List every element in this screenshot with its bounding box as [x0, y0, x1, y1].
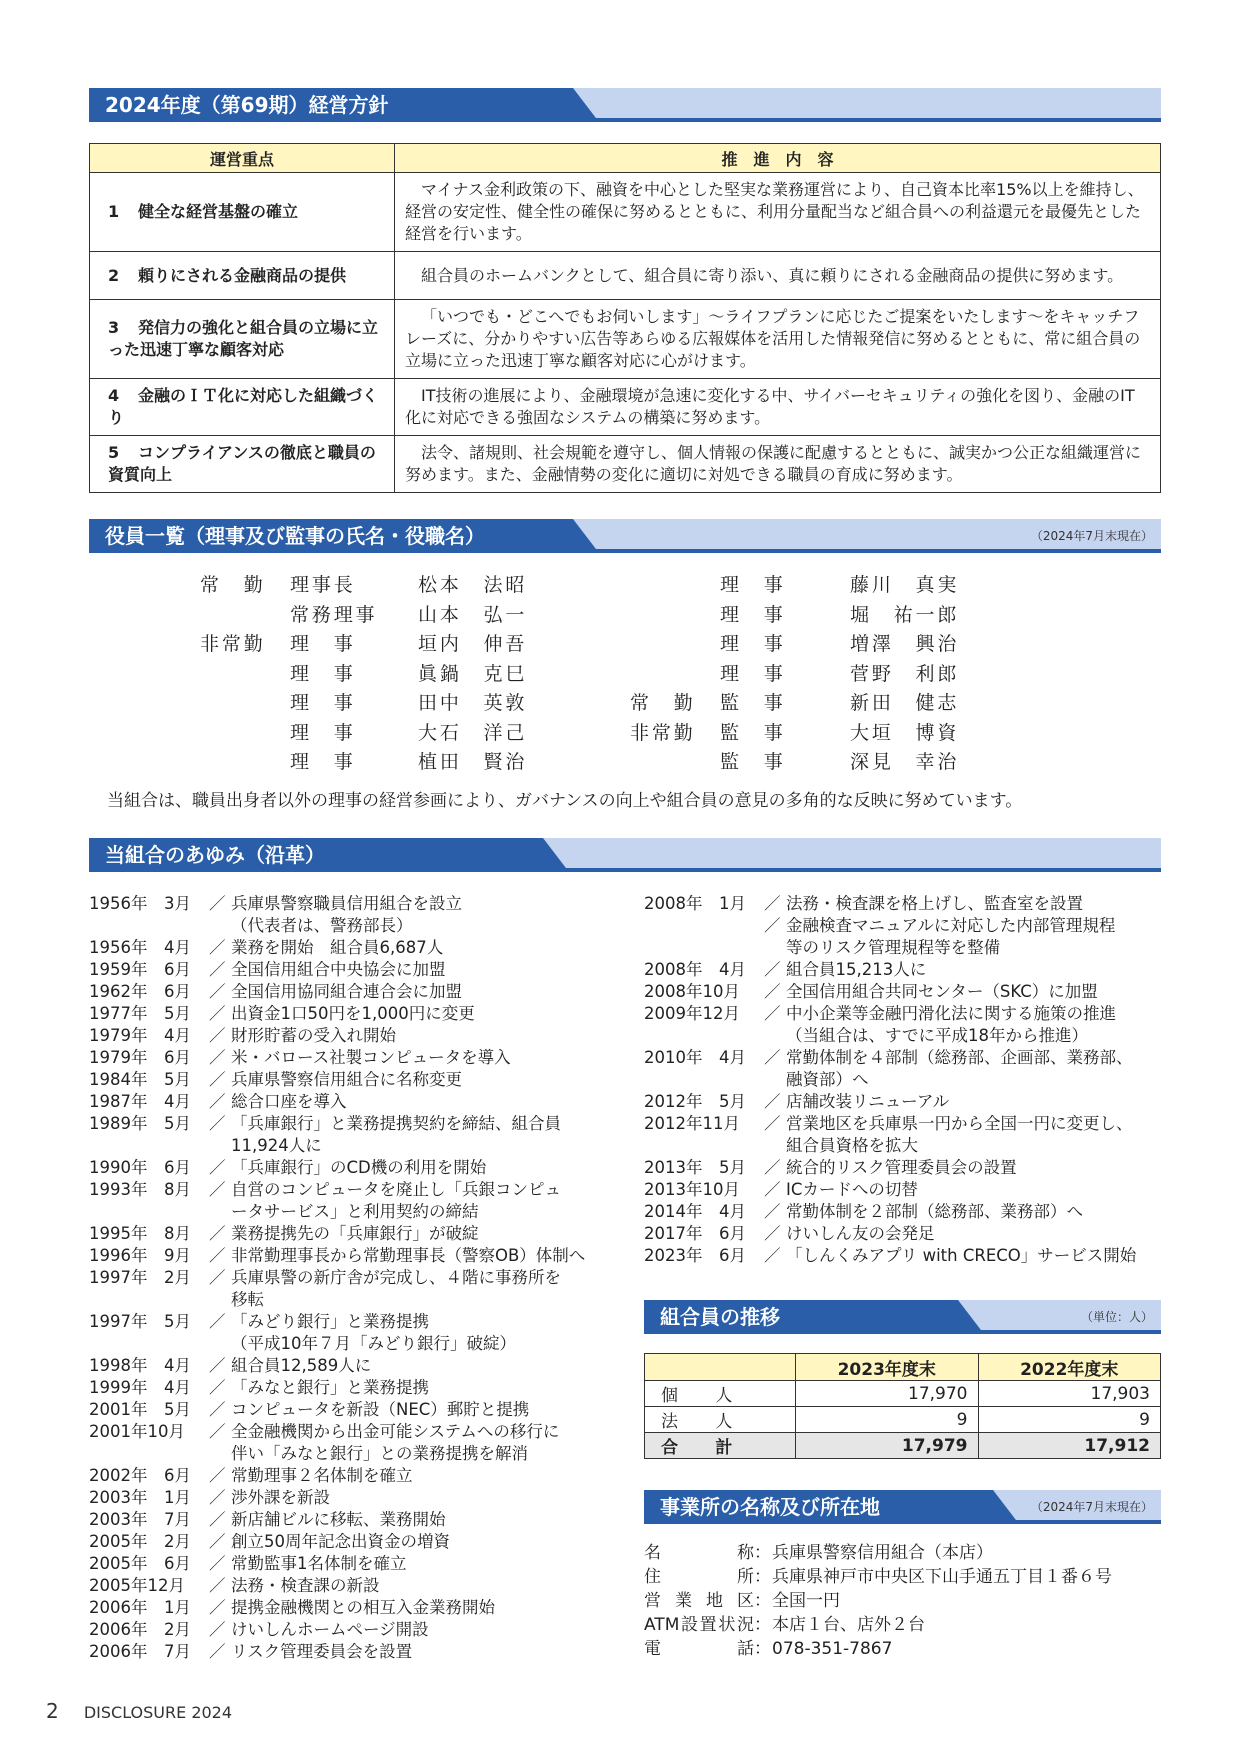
officer-name: 菅野 利郎	[850, 662, 960, 685]
history-text: （代表者は、警務部長）	[231, 916, 413, 935]
history-row	[89, 959, 609, 981]
history-slash: ／	[764, 1158, 781, 1177]
history-text: 中小企業等金融円滑化法に関する施策の推進	[786, 1004, 1116, 1023]
officer-type: 常 勤	[200, 574, 266, 596]
history-left-column	[89, 893, 609, 1663]
history-date: 2001年10月	[89, 1422, 185, 1441]
history-text: 米・バロース社製コンピュータを導入	[231, 1048, 511, 1067]
history-date: 2006年 1月	[89, 1598, 191, 1617]
history-slash: ／	[764, 1048, 781, 1067]
office-value: 兵庫県警察信用組合（本店）	[772, 1543, 993, 1563]
history-title: 当組合のあゆみ（沿革）	[105, 843, 325, 867]
members-total-2023: 17,979	[796, 1433, 979, 1459]
office-key: 営業地区	[644, 1591, 754, 1611]
officer-role: 理 事	[290, 692, 356, 714]
history-date: 2008年 1月	[644, 894, 746, 913]
history-date: 2005年 6月	[89, 1554, 191, 1573]
office-key: 住所	[644, 1567, 754, 1587]
history-slash: ／	[209, 1620, 226, 1639]
history-text: 等のリスク管理規程等を整備	[786, 938, 1001, 957]
history-text: 統合的リスク管理委員会の設置	[786, 1158, 1017, 1177]
history-text: 組合員12,589人に	[231, 1356, 372, 1375]
history-slash: ／	[209, 1488, 226, 1507]
office-section-header	[644, 1490, 1161, 1524]
history-text: 兵庫県警察信用組合に名称変更	[231, 1070, 462, 1089]
history-row	[644, 1113, 1164, 1135]
history-date: 2014年 4月	[644, 1202, 746, 1221]
policy-point-cell	[90, 300, 395, 379]
history-row	[89, 1355, 609, 1377]
history-slash: ／	[209, 1180, 226, 1199]
office-key: ATM設置状況	[644, 1615, 754, 1635]
history-slash: ／	[209, 1158, 226, 1177]
history-text: 総合口座を導入	[231, 1092, 347, 1111]
history-row	[89, 1641, 609, 1663]
officer-type: 常 勤	[630, 692, 696, 714]
policy-content-cell: 「いつでも・どこへでもお伺いします」～ライフプランに応じたご提案をいたします～をキャッチフレーズに、分かりやすい広告等あらゆる広報媒体を活用した情報発信に努めるとともに、常に組合員の立場に立った迅速丁寧な顧客対応に心がけます。	[395, 300, 1161, 379]
history-slash: ／	[209, 1004, 226, 1023]
officers-title: 役員一覧（理事及び監事の氏名・役職名）	[105, 524, 485, 548]
history-row	[89, 1003, 609, 1025]
history-text: 営業地区を兵庫県一円から全国一円に変更し、	[786, 1114, 1133, 1133]
history-slash: ／	[209, 1576, 226, 1595]
history-date: 1956年 4月	[89, 938, 191, 957]
history-row	[644, 937, 1164, 959]
officer-role: 監 事	[720, 721, 786, 744]
history-row	[644, 1245, 1164, 1267]
history-date: 1996年 9月	[89, 1246, 191, 1265]
policy-row	[90, 252, 1161, 300]
history-slash: ／	[209, 1422, 226, 1441]
history-row	[89, 893, 609, 915]
history-slash: ／	[209, 1048, 226, 1067]
history-slash: ／	[764, 1180, 781, 1199]
history-row	[89, 1025, 609, 1047]
history-text: 「みなと銀行」と業務提携	[231, 1378, 429, 1397]
history-slash: ／	[209, 1026, 226, 1045]
policy-point-number: 3	[108, 318, 120, 337]
history-text: 自営のコンピュータを廃止し「兵銀コンピュ	[231, 1180, 561, 1199]
history-date: 2006年 7月	[89, 1642, 191, 1661]
history-date: 1995年 8月	[89, 1224, 191, 1243]
history-row	[644, 959, 1164, 981]
history-date: 2013年 5月	[644, 1158, 746, 1177]
history-text: コンピュータを新設（NEC）郵貯と提携	[231, 1400, 530, 1419]
history-slash: ／	[764, 1114, 781, 1133]
history-text: 非常勤理事長から常勤理事長（警察OB）体制へ	[231, 1246, 586, 1265]
history-date: 1999年 4月	[89, 1378, 191, 1397]
history-text: 組合員資格を拡大	[786, 1136, 918, 1155]
history-date: 2003年 7月	[89, 1510, 191, 1529]
page-number: 2	[46, 1699, 59, 1723]
history-date: 2010年 4月	[644, 1048, 746, 1067]
history-date: 2008年10月	[644, 982, 740, 1001]
officer-name: 大垣 博資	[850, 721, 960, 744]
officer-name: 藤川 真実	[850, 574, 960, 596]
history-date: 2006年 2月	[89, 1620, 191, 1639]
history-row	[644, 1025, 1164, 1047]
members-row	[645, 1381, 1161, 1407]
office-colon: ：	[754, 1615, 771, 1635]
history-slash: ／	[209, 894, 226, 913]
history-row	[89, 1553, 609, 1575]
officer-type: 非常勤	[200, 633, 266, 655]
history-row	[89, 915, 609, 937]
history-row	[89, 1091, 609, 1113]
history-text: 渉外課を新設	[231, 1488, 330, 1507]
history-text: 創立50周年記念出資金の増資	[231, 1532, 450, 1551]
policy-point-cell	[90, 173, 395, 252]
history-date: 2009年12月	[644, 1004, 740, 1023]
history-row	[89, 1399, 609, 1421]
history-text: 法務・検査課の新設	[231, 1576, 380, 1595]
history-row	[89, 1443, 609, 1465]
history-slash: ／	[209, 1070, 226, 1089]
page-footer	[46, 1699, 232, 1723]
policy-point-label: 発信力の強化と組合員の立場に立った迅速丁寧な顧客対応	[108, 318, 379, 359]
history-row	[89, 1289, 609, 1311]
history-row	[644, 1047, 1164, 1069]
history-row	[89, 937, 609, 959]
history-date: 1977年 5月	[89, 1004, 191, 1023]
office-colon: ：	[754, 1591, 771, 1611]
history-date: 1984年 5月	[89, 1070, 191, 1089]
members-row-2022: 9	[978, 1407, 1161, 1433]
history-text: 「しんくみアプリ with CRECO」サービス開始	[786, 1246, 1137, 1265]
history-text: 伴い「みなと銀行」との業務提携を解消	[231, 1444, 528, 1463]
history-row	[89, 1333, 609, 1355]
history-slash: ／	[209, 1246, 226, 1265]
members-col-2023: 2023年度末	[796, 1354, 979, 1381]
officer-name: 深見 幸治	[850, 751, 960, 773]
history-row	[89, 1377, 609, 1399]
history-row	[89, 1465, 609, 1487]
history-row	[644, 1069, 1164, 1091]
members-row-label: 個人	[645, 1381, 796, 1407]
history-text: 常勤監事1名体制を確立	[231, 1554, 407, 1573]
history-date: 1987年 4月	[89, 1092, 191, 1111]
policy-content-cell: 法令、諸規則、社会規範を遵守し、個人情報の保護に配慮するとともに、誠実かつ公正な組織運営に努めます。また、金融情勢の変化に適切に対処できる職員の育成に努めます。	[395, 436, 1161, 493]
history-slash: ／	[209, 1092, 226, 1111]
history-row	[89, 1619, 609, 1641]
officer-role: 理 事	[720, 574, 786, 596]
history-slash: ／	[764, 1004, 781, 1023]
history-slash: ／	[209, 1554, 226, 1573]
history-date: 1962年 6月	[89, 982, 191, 1001]
policy-content-cell: 組合員のホームバンクとして、組合員に寄り添い、真に頼りにされる金融商品の提供に努めます。	[395, 252, 1161, 300]
history-text: けいしん友の会発足	[786, 1224, 935, 1243]
policy-row	[90, 436, 1161, 493]
history-slash: ／	[209, 1378, 226, 1397]
history-slash: ／	[209, 1532, 226, 1551]
history-text: 常勤体制を２部制（総務部、業務部）へ	[786, 1202, 1083, 1221]
policy-point-number: 2	[108, 265, 120, 285]
officer-name: 垣内 伸吾	[418, 633, 528, 655]
history-row	[644, 981, 1164, 1003]
officer-name: 増澤 興治	[850, 633, 960, 655]
history-text: 移転	[231, 1290, 264, 1309]
members-row	[645, 1407, 1161, 1433]
office-value: 全国一円	[772, 1591, 840, 1611]
history-date: 1979年 6月	[89, 1048, 191, 1067]
policy-point-label: 健全な経営基盤の確立	[138, 202, 299, 221]
history-date: 2013年10月	[644, 1180, 740, 1199]
policy-title: 2024年度（第69期）経営方針	[105, 93, 389, 117]
policy-section-header	[89, 88, 1161, 122]
members-row-2023: 17,970	[796, 1381, 979, 1407]
history-date: 1997年 5月	[89, 1312, 191, 1331]
history-row	[89, 1179, 609, 1201]
history-row	[89, 1223, 609, 1245]
officer-role: 理事長	[290, 574, 356, 596]
history-date: 2002年 6月	[89, 1466, 191, 1485]
members-total-2022: 17,912	[978, 1433, 1161, 1459]
office-value: 兵庫県神戸市中央区下山手通五丁目１番６号	[772, 1567, 1112, 1587]
history-text: （平成10年７月「みどり銀行」破綻）	[231, 1334, 516, 1353]
officer-type: 非常勤	[630, 721, 696, 744]
history-date: 2005年12月	[89, 1576, 185, 1595]
policy-point-number: 5	[108, 443, 120, 462]
history-text: 全国信用組合中央協会に加盟	[231, 960, 446, 979]
members-section-header	[644, 1300, 1161, 1334]
history-date: 2023年 6月	[644, 1246, 746, 1265]
officer-name: 眞鍋 克巳	[418, 662, 528, 685]
history-row	[89, 1113, 609, 1135]
history-slash: ／	[209, 1466, 226, 1485]
policy-point-label: 金融のＩＴ化に対応した組織づくり	[108, 386, 379, 427]
history-text: ータサービス」と利用契約の締結	[231, 1202, 479, 1221]
history-date: 2012年11月	[644, 1114, 740, 1133]
history-row	[89, 1135, 609, 1157]
office-colon: ：	[754, 1639, 771, 1659]
history-row	[89, 1047, 609, 1069]
history-slash: ／	[209, 1510, 226, 1529]
office-value: 078-351-7867	[772, 1639, 893, 1659]
officer-role: 監 事	[720, 751, 786, 773]
history-row	[89, 1157, 609, 1179]
officer-name: 松本 法昭	[418, 574, 528, 596]
history-row	[89, 1069, 609, 1091]
officer-name: 植田 賢治	[418, 751, 528, 773]
officer-role: 理 事	[720, 662, 786, 685]
members-total-label: 合計	[645, 1433, 796, 1459]
members-row-2023: 9	[796, 1407, 979, 1433]
members-row-2022: 17,903	[978, 1381, 1161, 1407]
members-title: 組合員の推移	[660, 1305, 780, 1329]
history-row	[644, 1003, 1164, 1025]
history-row	[89, 1201, 609, 1223]
members-header-blank	[645, 1354, 796, 1381]
policy-row	[90, 300, 1161, 379]
policy-content-cell: IT技術の進展により、金融環境が急速に変化する中、サイバーセキュリティの強化を図り、金融のIT化に対応できる強固なシステムの構築に努めます。	[395, 379, 1161, 436]
history-row	[89, 1575, 609, 1597]
officers-section-header	[89, 519, 1161, 553]
history-date: 2005年 2月	[89, 1532, 191, 1551]
history-row	[89, 1597, 609, 1619]
officer-role: 常務理事	[290, 603, 378, 626]
history-slash: ／	[209, 938, 226, 957]
history-row	[89, 981, 609, 1003]
history-row	[644, 1223, 1164, 1245]
policy-content-cell: マイナス金利政策の下、融資を中心とした堅実な業務運営により、自己資本比率15%以上を維持し、経営の安定性、健全性の確保に努めるとともに、利用分量配当など組合員への利益還元を最優先とした経営を行います。	[395, 173, 1161, 252]
members-table	[644, 1353, 1161, 1459]
history-text: 財形貯蓄の受入れ開始	[231, 1026, 396, 1045]
history-text: 全金融機関から出金可能システムへの移行に	[231, 1422, 560, 1441]
history-date: 1993年 8月	[89, 1180, 191, 1199]
history-text: ICカードへの切替	[786, 1180, 918, 1199]
history-text: 全国信用組合共同センター（SKC）に加盟	[786, 982, 1098, 1001]
history-slash: ／	[209, 1642, 226, 1661]
history-row	[89, 1311, 609, 1333]
history-text: 全国信用協同組合連合会に加盟	[231, 982, 462, 1001]
history-row	[644, 1135, 1164, 1157]
history-text: 11,924人に	[231, 1136, 322, 1155]
history-date: 2003年 1月	[89, 1488, 191, 1507]
governance-note: 当組合は、職員出身者以外の理事の経営参画により、ガバナンスの向上や組合員の意見の多角的な反映に努めています。	[107, 791, 1023, 811]
history-row	[644, 915, 1164, 937]
members-row-label: 法人	[645, 1407, 796, 1433]
policy-point-cell	[90, 252, 395, 300]
history-date: 1979年 4月	[89, 1026, 191, 1045]
history-text: 金融検査マニュアルに対応した内部管理規程	[786, 916, 1116, 935]
history-date: 2017年 6月	[644, 1224, 746, 1243]
history-text: （当組合は、すでに平成18年から推進）	[786, 1026, 1088, 1045]
officer-role: 理 事	[290, 633, 356, 655]
members-total-row	[645, 1433, 1161, 1459]
history-slash: ／	[764, 982, 781, 1001]
footer-label: DISCLOSURE 2024	[83, 1703, 233, 1722]
history-slash: ／	[209, 982, 226, 1001]
history-text: 兵庫県警の新庁舎が完成し、４階に事務所を	[231, 1268, 561, 1287]
policy-col-point: 運営重点	[90, 144, 395, 173]
history-slash: ／	[209, 1114, 226, 1133]
history-text: 「みどり銀行」と業務提携	[231, 1312, 429, 1331]
history-text: 新店舗ビルに移転、業務開始	[231, 1510, 446, 1529]
history-row	[89, 1487, 609, 1509]
history-slash: ／	[209, 1598, 226, 1617]
history-section-header	[89, 838, 1161, 872]
officer-role: 監 事	[720, 692, 786, 714]
office-title: 事業所の名称及び所在地	[660, 1495, 880, 1519]
history-text: 融資部）へ	[786, 1070, 869, 1089]
history-row	[89, 1509, 609, 1531]
history-right-column	[644, 893, 1164, 1267]
history-text: けいしんホームページ開設	[231, 1620, 429, 1639]
officer-name: 新田 健志	[850, 692, 960, 714]
history-slash: ／	[209, 1312, 226, 1331]
office-value: 本店１台、店外２台	[772, 1615, 925, 1635]
history-slash: ／	[764, 916, 781, 935]
history-text: 「兵庫銀行」と業務提携契約を締結、組合員	[231, 1114, 561, 1133]
officer-name: 堀 祐一郎	[850, 603, 960, 626]
officer-name: 山本 弘一	[418, 603, 528, 626]
officer-role: 理 事	[290, 662, 356, 685]
history-date: 1998年 4月	[89, 1356, 191, 1375]
office-key: 名称	[644, 1543, 754, 1563]
officer-role: 理 事	[720, 633, 786, 655]
history-text: 常勤理事２名体制を確立	[231, 1466, 413, 1485]
history-text: 店舗改装リニューアル	[786, 1092, 950, 1111]
officer-role: 理 事	[290, 751, 356, 773]
history-slash: ／	[764, 1246, 781, 1265]
office-date-note: （2024年7月末現在）	[1030, 1500, 1153, 1514]
officer-name: 田中 英敦	[418, 692, 528, 714]
history-text: 「兵庫銀行」のCD機の利用を開始	[231, 1158, 487, 1177]
history-text: 組合員15,213人に	[786, 960, 927, 979]
officer-name: 大石 洋己	[418, 721, 528, 744]
policy-point-label: コンプライアンスの徹底と職員の資質向上	[108, 443, 376, 484]
history-slash: ／	[209, 960, 226, 979]
history-text: 出資金1口50円を1,000円に変更	[231, 1004, 475, 1023]
history-date: 1959年 6月	[89, 960, 191, 979]
history-slash: ／	[209, 1224, 226, 1243]
policy-col-content: 推 進 内 容	[395, 144, 1161, 173]
history-row	[644, 1157, 1164, 1179]
history-text: 常勤体制を４部制（総務部、企画部、業務部、	[786, 1048, 1133, 1067]
history-row	[89, 1245, 609, 1267]
history-slash: ／	[764, 1092, 781, 1111]
policy-point-cell	[90, 436, 395, 493]
history-slash: ／	[764, 960, 781, 979]
policy-point-number: 4	[108, 386, 120, 405]
history-slash: ／	[209, 1356, 226, 1375]
history-text: 提携金融機関との相互入金業務開始	[231, 1598, 495, 1617]
history-date: 1989年 5月	[89, 1114, 191, 1133]
history-text: リスク管理委員会を設置	[231, 1642, 413, 1661]
history-date: 2001年 5月	[89, 1400, 191, 1419]
office-key: 電話	[644, 1639, 754, 1659]
history-text: 法務・検査課を格上げし、監査室を設置	[786, 894, 1083, 913]
history-slash: ／	[209, 1268, 226, 1287]
policy-table	[89, 143, 1161, 493]
history-slash: ／	[764, 894, 781, 913]
history-slash: ／	[764, 1202, 781, 1221]
officer-role: 理 事	[720, 603, 786, 626]
history-text: 業務を開始 組合員6,687人	[231, 938, 444, 957]
history-date: 2012年 5月	[644, 1092, 746, 1111]
members-unit: （単位：人）	[1080, 1310, 1153, 1324]
history-date: 1997年 2月	[89, 1268, 191, 1287]
policy-point-number: 1	[108, 202, 120, 221]
policy-row	[90, 173, 1161, 252]
history-row	[644, 893, 1164, 915]
policy-point-label: 頼りにされる金融商品の提供	[138, 265, 347, 285]
history-text: 兵庫県警察職員信用組合を設立	[231, 894, 462, 913]
officer-role: 理 事	[290, 721, 356, 744]
office-colon: ：	[754, 1543, 771, 1563]
members-col-2022: 2022年度末	[978, 1354, 1161, 1381]
history-text: 業務提携先の「兵庫銀行」が破綻	[231, 1224, 479, 1243]
policy-point-cell	[90, 379, 395, 436]
officers-date-note: （2024年7月末現在）	[1030, 529, 1153, 543]
policy-row	[90, 379, 1161, 436]
history-slash: ／	[209, 1400, 226, 1419]
office-colon: ：	[754, 1567, 771, 1587]
history-date: 1990年 6月	[89, 1158, 191, 1177]
history-slash: ／	[764, 1224, 781, 1243]
history-row	[89, 1531, 609, 1553]
history-row	[644, 1201, 1164, 1223]
history-row	[644, 1091, 1164, 1113]
history-row	[644, 1179, 1164, 1201]
history-date: 1956年 3月	[89, 894, 191, 913]
history-row	[89, 1421, 609, 1443]
history-row	[89, 1267, 609, 1289]
history-date: 2008年 4月	[644, 960, 746, 979]
